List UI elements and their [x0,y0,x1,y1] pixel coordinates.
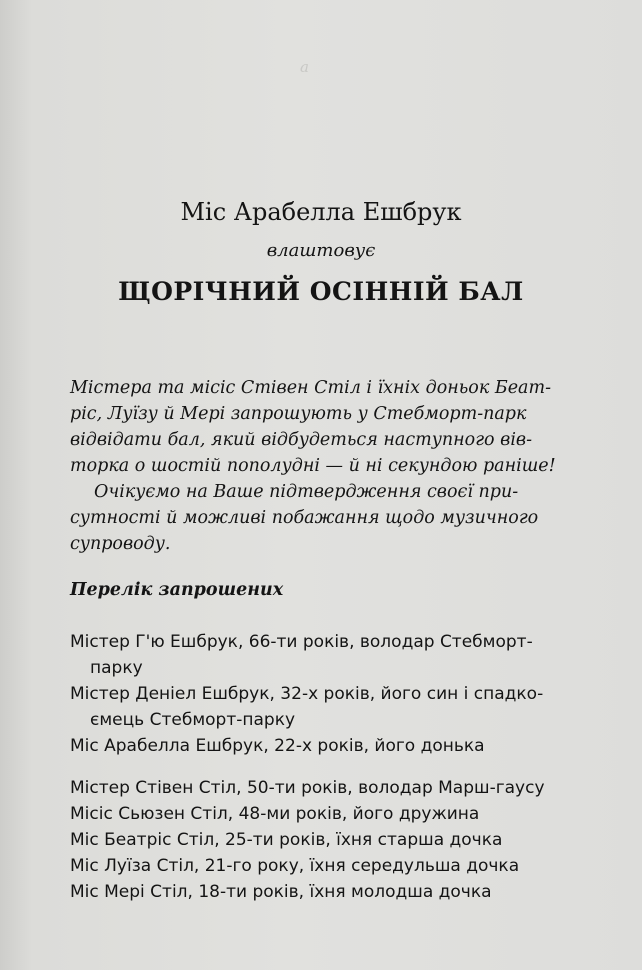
guest-entry [70,827,570,853]
guest-line-continuation: ємець Стебморт-парку [90,710,296,730]
guest-line: Містер Стівен Стіл, 50-ти років, володар Марш-гаусу [70,778,545,798]
invitation-text [70,375,565,557]
guest-entry [70,775,570,801]
guest-entry [70,629,570,681]
text-line: ріс, Луїзу й Мері запрошують у Стебморт-парк [70,404,527,424]
text-line: супроводу. [70,534,171,554]
guest-line-continuation: парку [90,658,143,678]
guest-line: Місіс Сьюзен Стіл, 48-ми років, його дружина [70,804,480,824]
text-line: Містера та місіс Стівен Стіл і їхніх доньок Беат- [70,378,551,398]
host-verb: влаштовує [266,240,376,261]
invitation-paragraph [70,479,565,557]
bleed-through-text: a [300,58,309,76]
guest-list-title: Перелік запрошених [70,580,284,600]
host-name: Міс Арабелла Ешбрук [180,198,462,226]
guest-line: Міс Луїза Стіл, 21-го року, їхня середульша дочка [70,856,520,876]
guest-entry [70,681,570,733]
text-line: Очікуємо на Ваше підтвердження своєї при- [94,482,519,502]
guest-list-steele [70,775,570,905]
guest-line: Міс Беатріс Стіл, 25-ти років, їхня старша дочка [70,830,503,850]
bleed-through-text [120,112,125,130]
guest-line: Містер Деніел Ешбрук, 32-х років, його син і спадко- [70,684,544,704]
guest-line: Міс Мері Стіл, 18-ти років, їхня молодша дочка [70,882,492,902]
invitation-paragraph [70,375,565,479]
guest-entry [70,733,570,759]
text-line: сутності й можливі побажання щодо музичного [70,508,539,528]
guest-entry [70,879,570,905]
guest-line: Міс Арабелла Ешбрук, 22-х років, його донька [70,736,485,756]
guest-entry [70,801,570,827]
guest-list-ashbrook [70,629,570,759]
event-title: ЩОРІЧНИЙ ОСІННІЙ БАЛ [118,277,524,306]
text-line: відвідати бал, який відбудеться наступного вів- [70,430,533,450]
guest-entry [70,853,570,879]
text-line: торка о шостій пополудні — й ні секундою раніше! [70,456,556,476]
guest-line: Містер Г'ю Ешбрук, 66-ти років, володар Стебморт- [70,632,533,652]
